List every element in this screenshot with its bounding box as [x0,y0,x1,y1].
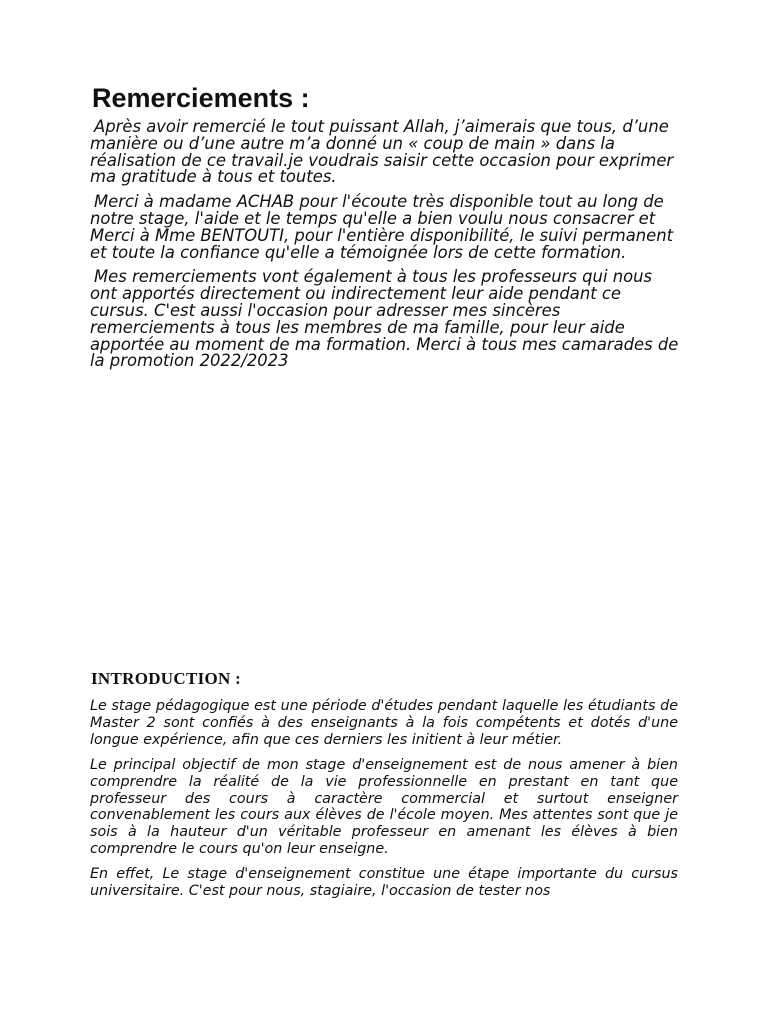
introduction-paragraph-2: Le principal objectif de mon stage d'enseignement est de nous amener à bien comprendre la réalité de la vie professionnelle en prestant en tant que professeur des cours à caractère commercial et surtout enseigner convenablement les cours aux élèves de l'école moyen. Mes attentes sont que je sois à la hauteur d'un véritable professeur en amenant les élèves à bien comprendre le cours qu'on leur enseigne. [90,756,678,858]
introduction-paragraph-3: En effet, Le stage d'enseignement constitue une étape importante du cursus universitaire. C'est pour nous, stagiaire, l'occasion de tester nos [90,866,678,900]
remerciements-heading: Remerciements : [92,83,310,113]
introduction-heading: INTRODUCTION : [91,669,242,688]
introduction-body [90,698,678,908]
remerciements-body [90,119,680,378]
introduction-paragraph-1: Le stage pédagogique est une période d'études pendant laquelle les étudiants de Master 2 sont confiés à des enseignants à la fois compétents et dotés d'une longue expérience, afin que ces derniers les initient à leur métier. [90,698,678,748]
remerciements-paragraph-2: Merci à madame ACHAB pour l'écoute très disponible tout au long de notre stage, l'aide et le temps qu'elle a bien voulu nous consacrer et Merci à Mme BENTOUTI, pour l'entière disponibilité, le suivi permanent et toute la confiance qu'elle a témoignée lors de cette formation. [90,192,674,262]
remerciements-paragraph-3: Mes remerciements vont également à tous les professeurs qui nous ont apportés directement ou indirectement leur aide pendant ce cursus. C'est aussi l'occasion pour adresser mes sincères remerciements à tous les membres de ma famille, pour leur aide apportée au moment de ma formation. Merci à tous mes camarades de la promotion 2022/2023 [90,267,679,371]
remerciements-paragraph-1: Après avoir remercié le tout puissant Allah, j’aimerais que tous, d’une manière ou d’une autre m’a donné un « coup de main » dans la réalisation de ce travail.je voudrais saisir cette occasion pour exprimer ma gratitude à tous et toutes. [90,117,674,187]
